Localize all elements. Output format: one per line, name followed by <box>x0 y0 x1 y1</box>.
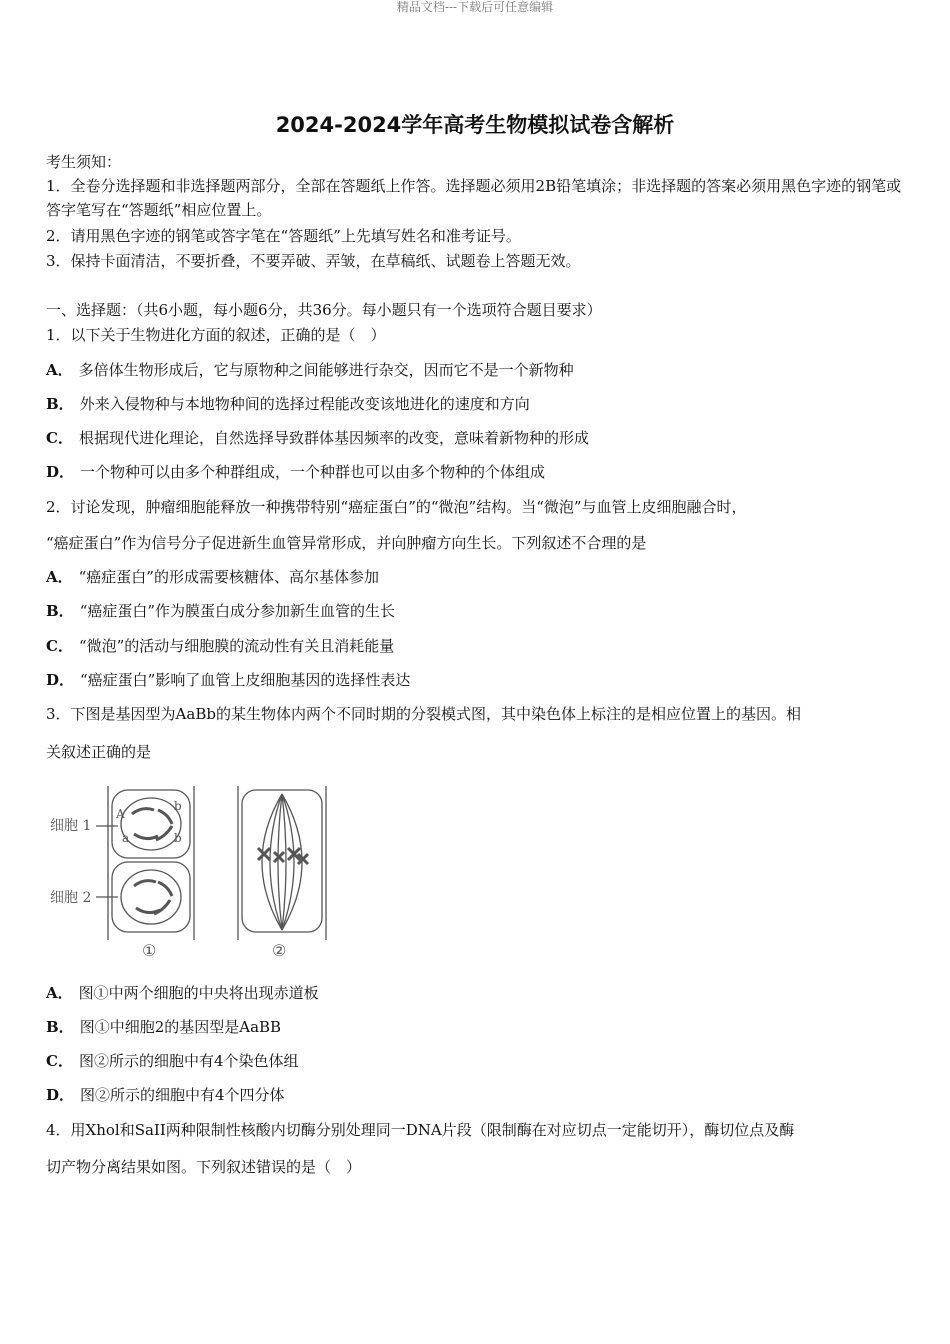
q1-option-d: D． 一个物种可以由多个种群组成，一个种群也可以由多个物种的个体组成 <box>46 463 546 481</box>
cell-division-diagram <box>46 782 346 962</box>
header-note: 精品文档---下载后可任意编辑 <box>396 0 554 14</box>
cell1-chromosome <box>158 810 172 824</box>
q2-option-c: C． “微泡”的活动与细胞膜的流动性有关且消耗能量 <box>46 637 395 655</box>
gene-label-a: a <box>122 831 130 845</box>
panel2-label: ② <box>272 941 287 960</box>
panel1-label: ① <box>142 941 157 960</box>
q3-option-c: C． 图②所示的细胞中有4个染色体组 <box>46 1052 299 1070</box>
notice-item-3: 3．保持卡面清洁，不要折叠，不要弄破、弄皱，在草稿纸、试题卷上答题无效。 <box>46 252 581 270</box>
panel2-chromosomes <box>258 848 308 864</box>
cell1-chromosome <box>134 834 158 839</box>
q3-stem-line2: 关叙述正确的是 <box>46 743 152 761</box>
gene-label-b-lower: b <box>174 831 182 845</box>
cell2-chromosome <box>158 882 172 896</box>
spindle-fiber <box>278 794 282 930</box>
q2-option-d: D． “癌症蛋白”影响了血管上皮细胞基因的选择性表达 <box>46 671 411 689</box>
q3-stem-line1: 3．下图是基因型为AaBb的某生物体内两个不同时期的分裂模式图，其中染色体上标注的是相应位置上的基因。相 <box>46 705 801 723</box>
q2-stem-line1: 2．讨论发现，肿瘤细胞能释放一种携带特别“癌症蛋白”的“微泡”结构。当“微泡”与血管上皮细胞融合时， <box>46 498 747 516</box>
cell2-label: 细胞 2 <box>50 890 92 906</box>
cell-division-figure <box>46 782 346 966</box>
cell1-chromosome <box>156 826 172 840</box>
q1-stem: 1．以下关于生物进化方面的叙述，正确的是（ ） <box>46 326 386 344</box>
section-heading: 一、选择题：（共6小题，每小题6分，共36分。每小题只有一个选项符合题目要求） <box>46 301 602 319</box>
cell2-nucleus <box>121 870 181 924</box>
gene-label-b-upper: b <box>174 799 182 813</box>
q2-option-b: B． “癌症蛋白”作为膜蛋白成分参加新生血管的生长 <box>46 602 396 620</box>
page-title: 2024-2024学年高考生物模拟试卷含解析 <box>275 113 675 137</box>
cell2-chromosome <box>154 900 170 914</box>
q3-option-a: A． 图①中两个细胞的中央将出现赤道板 <box>46 984 319 1002</box>
cell1-chromosome <box>132 809 154 814</box>
q2-stem-line2: “癌症蛋白”作为信号分子促进新生血管异常形成，并向肿瘤方向生长。下列叙述不合理的是 <box>46 534 647 552</box>
q4-stem-line1: 4．用Xhol和SaII两种限制性核酸内切酶分别处理同一DNA片段（限制酶在对应切点一定能切开），酶切位点及酶 <box>46 1121 795 1139</box>
q1-option-a: A． 多倍体生物形成后，它与原物种之间能够进行杂交，因而它不是一个新物种 <box>46 361 574 379</box>
cell2-chromosome <box>134 881 156 886</box>
cell2-membrane <box>112 862 190 932</box>
gene-label-A: A <box>116 807 125 821</box>
notice-item-2: 2．请用黑色字迹的钢笔或答字笔在“答题纸”上先填写姓名和准考证号。 <box>46 227 521 245</box>
q3-option-d: D． 图②所示的细胞中有4个四分体 <box>46 1086 285 1104</box>
q3-option-b: B． 图①中细胞2的基因型是AaBB <box>46 1018 282 1036</box>
notice-heading: 考生须知： <box>46 153 122 171</box>
spindle-fiber <box>262 794 282 930</box>
notice-item-1: 1．全卷分选择题和非选择题两部分，全部在答题纸上作答。选择题必须用2B铅笔填涂；非选择题的答案必须用黑色字迹的钢笔或答字笔写在“答题纸”相应位置上。 <box>46 177 902 219</box>
q1-option-b: B． 外来入侵物种与本地物种间的选择过程能改变该地进化的速度和方向 <box>46 395 530 413</box>
q1-option-c: C． 根据现代进化理论，自然选择导致群体基因频率的改变，意味着新物种的形成 <box>46 429 589 447</box>
q4-stem-line2: 切产物分离结果如图。下列叙述错误的是（ ） <box>46 1158 362 1176</box>
cell1-label: 细胞 1 <box>50 818 92 834</box>
q2-option-a: A． “癌症蛋白”的形成需要核糖体、高尔基体参加 <box>46 568 379 586</box>
